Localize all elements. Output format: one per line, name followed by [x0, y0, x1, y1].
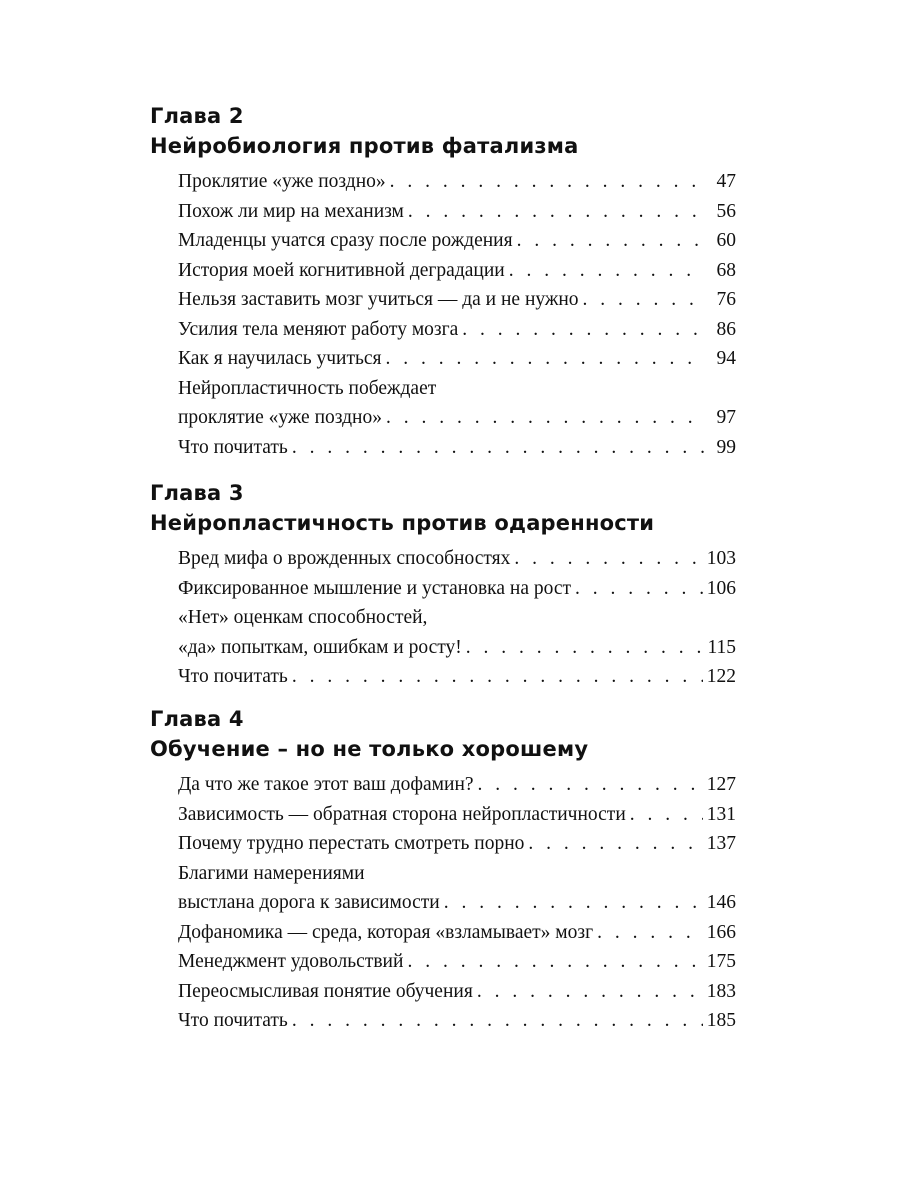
dot-leader [478, 770, 703, 800]
toc-entry-title: «да» попыткам, ошибкам и росту! [178, 636, 462, 658]
toc-entry-title: Да что же такое этот ваш дофамин? [178, 774, 474, 795]
chapter-label: Глава 4 [150, 707, 244, 731]
dot-leader [390, 167, 704, 197]
toc-entry-list [178, 167, 736, 462]
dot-leader [630, 800, 703, 830]
toc-page-number: 68 [716, 259, 736, 281]
toc-entry[interactable] [178, 197, 736, 227]
toc-page-number: 97 [716, 407, 736, 428]
toc-entry[interactable] [178, 770, 736, 800]
toc-page-number: 137 [706, 833, 736, 854]
chapter-title: Нейробиология против фатализма [150, 134, 579, 158]
toc-entry-title: выстлана дорога к зависимости [178, 892, 440, 913]
toc-entry-title: Что почитать [178, 436, 288, 458]
chapter-title: Нейропластичность против одаренности [150, 511, 655, 535]
toc-entry[interactable] [178, 226, 736, 256]
toc-entry-title: Фиксированное мышление и установка на рост [178, 577, 572, 599]
toc-entry-title: Нельзя заставить мозг учиться — да и не нужно [178, 289, 579, 310]
toc-entry-title: Дофаномика — среда, которая «взламывает» мозг [178, 921, 594, 943]
chapter-label: Глава 2 [150, 104, 244, 128]
dot-leader [597, 918, 703, 948]
dot-leader [386, 344, 704, 374]
toc-entry[interactable] [178, 544, 736, 574]
toc-page-number: 47 [716, 171, 736, 192]
dot-leader [292, 662, 703, 692]
dot-leader [477, 977, 703, 1007]
toc-page-number: 146 [706, 892, 736, 913]
chapter-3 [150, 478, 740, 692]
toc-entry-title: Похож ли мир на механизм [178, 200, 404, 222]
toc-page-number: 185 [706, 1010, 736, 1031]
chapter-label: Глава 3 [150, 481, 244, 505]
toc-entry[interactable] [178, 433, 736, 463]
toc-page-number: 183 [706, 980, 736, 1002]
toc-entry-title-line: Нейропластичность побеждает [178, 377, 437, 399]
toc-entry-title: Зависимость — обратная сторона нейропластичности [178, 803, 626, 825]
toc-entry-title: Как я научилась учиться [178, 348, 382, 369]
toc-entry[interactable] [178, 344, 736, 374]
dot-leader [407, 947, 702, 977]
toc-entry[interactable] [178, 1006, 736, 1036]
toc-entry-title: Переосмысливая понятие обучения [178, 980, 473, 1002]
chapter-2 [150, 101, 740, 462]
dot-leader [575, 574, 703, 604]
dot-leader [462, 315, 704, 345]
toc-page-number: 115 [707, 636, 736, 658]
toc-entry-title: Что почитать [178, 1010, 288, 1031]
chapter-4 [150, 704, 740, 1036]
toc-entry[interactable] [178, 947, 736, 977]
toc-page-number: 56 [716, 200, 736, 222]
toc-entry-title: Почему трудно перестать смотреть порно [178, 833, 525, 854]
toc-entry[interactable] [178, 256, 736, 286]
dot-leader [517, 226, 704, 256]
toc-entry-title-line: «Нет» оценкам способностей, [178, 607, 428, 628]
toc-entry[interactable] [178, 603, 736, 662]
toc-entry-title: Проклятие «уже поздно» [178, 171, 386, 192]
toc-page-number: 122 [706, 666, 736, 687]
toc-entry-title: История моей когнитивной деградации [178, 259, 505, 281]
toc-entry[interactable] [178, 918, 736, 948]
toc-entry[interactable] [178, 167, 736, 197]
dot-leader [292, 433, 704, 463]
toc-page-number: 131 [706, 803, 736, 825]
toc-page-number: 127 [706, 774, 736, 795]
toc-entry-list [178, 770, 736, 1036]
dot-leader [444, 888, 703, 918]
toc-page-number: 76 [716, 289, 736, 310]
toc-entry[interactable] [178, 800, 736, 830]
toc-entry[interactable] [178, 662, 736, 692]
toc-page-number: 86 [716, 318, 736, 340]
toc-page-number: 106 [706, 577, 736, 599]
dot-leader [292, 1006, 703, 1036]
dot-leader [514, 544, 702, 574]
toc-entry-title: Младенцы учатся сразу после рождения [178, 230, 513, 251]
toc-entry[interactable] [178, 315, 736, 345]
dot-leader [509, 256, 704, 286]
dot-leader [583, 285, 704, 315]
toc-entry-title-line: Благими намерениями [178, 862, 365, 884]
dot-leader [408, 197, 704, 227]
toc-entry-title: Вред мифа о врожденных способностях [178, 548, 511, 569]
toc-entry[interactable] [178, 574, 736, 604]
toc-entry-title: проклятие «уже поздно» [178, 407, 382, 428]
toc-entry-list [178, 544, 736, 692]
dot-leader [528, 829, 702, 859]
toc-entry-title: Что почитать [178, 666, 288, 687]
toc-page-number: 99 [716, 436, 736, 458]
toc-page-number: 175 [706, 951, 736, 972]
toc-entry-title: Усилия тела меняют работу мозга [178, 318, 459, 340]
toc-page-number: 60 [716, 230, 736, 251]
dot-leader [466, 633, 704, 663]
toc-page-number: 166 [706, 921, 736, 943]
toc-entry[interactable] [178, 977, 736, 1007]
toc-entry[interactable] [178, 859, 736, 918]
dot-leader [386, 403, 704, 433]
toc-page-number: 94 [716, 348, 736, 369]
toc-entry[interactable] [178, 829, 736, 859]
chapter-title: Обучение – но не только хорошему [150, 737, 589, 761]
toc-page-number: 103 [706, 548, 736, 569]
toc-entry[interactable] [178, 285, 736, 315]
toc-entry-title: Менеджмент удовольствий [178, 951, 404, 972]
toc-entry[interactable] [178, 374, 736, 433]
